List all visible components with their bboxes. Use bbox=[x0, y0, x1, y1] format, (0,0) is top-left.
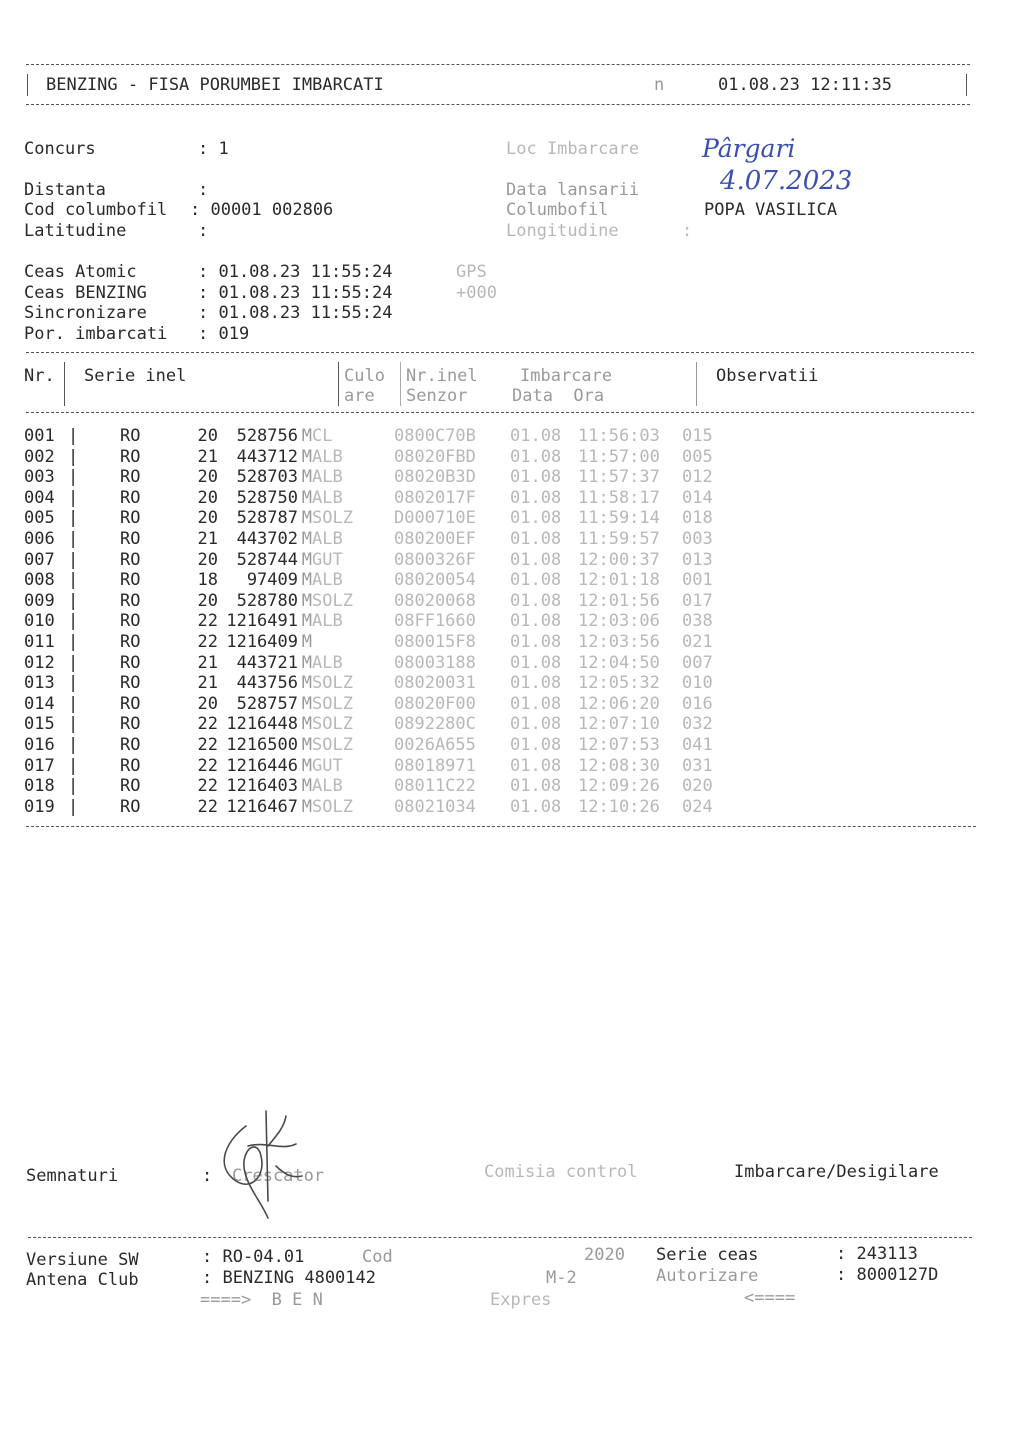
ceas-atomic-label: Ceas Atomic bbox=[24, 262, 137, 282]
th-nr-inel-1: Nr.inel bbox=[406, 366, 478, 386]
ceas-benzing-label: Ceas BENZING bbox=[24, 283, 147, 303]
cell-nr: 001 bbox=[24, 426, 55, 446]
cell-chip: 08021034 bbox=[394, 796, 476, 817]
cod-columbofil-label: Cod columbofil bbox=[24, 200, 168, 220]
cell-sex: M bbox=[301, 467, 312, 488]
cell-sex: M bbox=[301, 652, 312, 673]
ceas-atomic-extra: GPS bbox=[456, 262, 487, 282]
th-nr-inel-2: Senzor bbox=[406, 386, 468, 406]
footer-banner-left: ====> B E N bbox=[200, 1290, 323, 1310]
cell-dt: 01.08 bbox=[510, 796, 562, 817]
cell-chip: 0800C70B bbox=[394, 426, 476, 446]
cell-dt: 01.08 bbox=[510, 611, 562, 632]
table-row bbox=[24, 611, 722, 632]
cell-yr: 22 bbox=[197, 776, 218, 797]
cell-yr: 20 bbox=[197, 508, 218, 529]
autorizare-value: : 8000127D bbox=[836, 1265, 939, 1285]
sincronizare-value: : 01.08.23 11:55:24 bbox=[198, 303, 393, 323]
cell-divider: | bbox=[68, 631, 79, 652]
cell-divider: | bbox=[68, 446, 79, 467]
cell-nr: 006 bbox=[24, 528, 55, 549]
cell-chip: 0800326F bbox=[394, 549, 476, 570]
cod-label: Cod bbox=[362, 1247, 393, 1267]
cell-ctry: RO bbox=[120, 467, 141, 488]
table-top-rule bbox=[26, 352, 974, 353]
cell-col: SOLZ bbox=[312, 714, 353, 735]
cell-sex: M bbox=[301, 776, 312, 797]
th-observatii: Observatii bbox=[716, 366, 819, 386]
cell-ring: 443702 bbox=[236, 528, 298, 549]
cell-divider: | bbox=[68, 755, 79, 776]
cell-ctry: RO bbox=[120, 590, 141, 611]
cell-ring: 1216500 bbox=[226, 734, 298, 755]
columbofil-label: Columbofil bbox=[506, 200, 609, 220]
cell-ring: 528750 bbox=[236, 487, 298, 508]
cell-chip: 08020054 bbox=[394, 570, 476, 591]
cell-yr: 21 bbox=[197, 528, 218, 549]
cell-dt: 01.08 bbox=[510, 528, 562, 549]
cell-obs: 041 bbox=[682, 734, 713, 755]
cell-tm: 11:57:37 bbox=[578, 467, 660, 488]
cell-sex: M bbox=[301, 734, 312, 755]
cell-tm: 12:00:37 bbox=[578, 549, 660, 570]
cell-col: CL bbox=[312, 426, 333, 446]
cell-dt: 01.08 bbox=[510, 446, 562, 467]
table-header-rule bbox=[26, 412, 974, 413]
cell-nr: 004 bbox=[24, 487, 55, 508]
cell-divider: | bbox=[68, 734, 79, 755]
cell-divider: | bbox=[68, 611, 79, 632]
cell-col: SOLZ bbox=[312, 508, 353, 529]
table-row bbox=[24, 632, 722, 653]
cell-yr: 18 bbox=[197, 570, 218, 591]
cell-divider: | bbox=[68, 776, 79, 797]
cell-yr: 21 bbox=[197, 673, 218, 694]
cell-col: ALB bbox=[312, 467, 343, 488]
table-row bbox=[24, 426, 722, 447]
cell-obs: 012 bbox=[682, 467, 713, 488]
sincronizare-label: Sincronizare bbox=[24, 303, 147, 323]
table-row bbox=[24, 653, 722, 674]
cell-obs: 024 bbox=[682, 796, 713, 817]
semnaturi-label: Semnaturi bbox=[26, 1166, 119, 1186]
cell-divider: | bbox=[68, 714, 79, 735]
cell-obs: 020 bbox=[682, 776, 713, 797]
table-row bbox=[24, 508, 722, 529]
versiune-label: Versiune SW bbox=[26, 1250, 139, 1270]
cell-sex: M bbox=[301, 426, 312, 446]
cell-tm: 11:56:03 bbox=[578, 426, 660, 446]
cell-dt: 01.08 bbox=[510, 487, 562, 508]
cell-col: SOLZ bbox=[312, 734, 353, 755]
cell-col: SOLZ bbox=[312, 673, 353, 694]
cell-chip: D000710E bbox=[394, 508, 476, 529]
th-nr: Nr. bbox=[24, 366, 55, 386]
table-row bbox=[24, 694, 722, 715]
cell-dt: 01.08 bbox=[510, 776, 562, 797]
footer-banner-mid: Expres bbox=[490, 1290, 552, 1310]
cell-tm: 11:59:57 bbox=[578, 528, 660, 549]
table-row bbox=[24, 714, 722, 735]
cell-dt: 01.08 bbox=[510, 693, 562, 714]
th-culoare-2: are bbox=[344, 386, 375, 406]
cell-chip: 08020B3D bbox=[394, 467, 476, 488]
cell-ctry: RO bbox=[120, 549, 141, 570]
cell-col bbox=[312, 632, 394, 653]
table-row bbox=[24, 797, 722, 818]
th-imbarcare-2: Data Ora bbox=[512, 386, 605, 406]
cell-divider: | bbox=[68, 652, 79, 673]
cell-chip: 080200EF bbox=[394, 528, 476, 549]
header-printed-datetime: 01.08.23 12:11:35 bbox=[718, 75, 892, 95]
cell-chip: 08018971 bbox=[394, 755, 476, 776]
cell-sex: M bbox=[301, 549, 312, 570]
table-vbar-imbarcare bbox=[696, 362, 697, 406]
cell-yr: 20 bbox=[197, 467, 218, 488]
cell-dt: 01.08 bbox=[510, 590, 562, 611]
cell-nr: 012 bbox=[24, 652, 55, 673]
cell-chip: 080015F8 bbox=[394, 631, 476, 652]
cell-col: GUT bbox=[312, 549, 343, 570]
cell-dt: 01.08 bbox=[510, 570, 562, 591]
boarding-table bbox=[24, 426, 722, 817]
cell-yr: 22 bbox=[197, 714, 218, 735]
cell-chip: 08FF1660 bbox=[394, 611, 476, 632]
table-row bbox=[24, 735, 722, 756]
serie-ceas-value: : 243113 bbox=[836, 1244, 918, 1264]
cell-col: ALB bbox=[312, 446, 343, 467]
cell-tm: 12:04:50 bbox=[578, 652, 660, 673]
cell-ctry: RO bbox=[120, 631, 141, 652]
cell-yr: 22 bbox=[197, 796, 218, 817]
cell-ctry: RO bbox=[120, 528, 141, 549]
header-printed-label: n bbox=[654, 75, 665, 95]
cell-ctry: RO bbox=[120, 714, 141, 735]
cell-col: SOLZ bbox=[312, 796, 353, 817]
cell-ring: 443721 bbox=[236, 652, 298, 673]
antena-extra: M-2 bbox=[546, 1268, 577, 1288]
cell-ring: 1216448 bbox=[226, 714, 298, 735]
cell-yr: 20 bbox=[197, 549, 218, 570]
cell-dt: 01.08 bbox=[510, 426, 562, 446]
distanta-label: Distanta bbox=[24, 180, 106, 200]
table-vbar-serie bbox=[338, 362, 339, 406]
cell-tm: 12:07:53 bbox=[578, 734, 660, 755]
cell-dt: 01.08 bbox=[510, 673, 562, 694]
cell-ring: 528756 bbox=[236, 426, 298, 446]
cell-tm: 12:01:56 bbox=[578, 590, 660, 611]
cell-divider: | bbox=[68, 693, 79, 714]
cell-col: GUT bbox=[312, 755, 343, 776]
cell-ctry: RO bbox=[120, 652, 141, 673]
cell-ring: 1216409 bbox=[226, 631, 298, 652]
cell-yr: 20 bbox=[197, 487, 218, 508]
cell-obs: 031 bbox=[682, 755, 713, 776]
cell-nr: 005 bbox=[24, 508, 55, 529]
cell-chip: 0892280C bbox=[394, 714, 476, 735]
cell-obs: 016 bbox=[682, 693, 713, 714]
signature-scribble bbox=[206, 1106, 316, 1226]
cell-ctry: RO bbox=[120, 611, 141, 632]
header-title: BENZING - FISA PORUMBEI IMBARCATI bbox=[46, 75, 384, 95]
cell-divider: | bbox=[68, 467, 79, 488]
cell-nr: 018 bbox=[24, 776, 55, 797]
cell-divider: | bbox=[68, 426, 79, 446]
cell-dt: 01.08 bbox=[510, 631, 562, 652]
cell-ring: 528703 bbox=[236, 467, 298, 488]
cell-ctry: RO bbox=[120, 426, 141, 446]
cell-divider: | bbox=[68, 673, 79, 694]
columbofil-value: POPA VASILICA bbox=[704, 200, 838, 220]
cell-ctry: RO bbox=[120, 796, 141, 817]
cell-obs: 018 bbox=[682, 508, 713, 529]
cell-sex: M bbox=[301, 755, 312, 776]
table-row bbox=[24, 570, 722, 591]
table-vbar-nr bbox=[64, 362, 65, 406]
cell-divider: | bbox=[68, 549, 79, 570]
cell-nr: 011 bbox=[24, 631, 55, 652]
cell-chip: 0026A655 bbox=[394, 734, 476, 755]
cell-chip: 08003188 bbox=[394, 652, 476, 673]
autorizare-label: Autorizare bbox=[656, 1266, 759, 1286]
cell-sex: M bbox=[301, 631, 312, 652]
cell-tm: 12:03:56 bbox=[578, 631, 660, 652]
cell-tm: 12:07:10 bbox=[578, 714, 660, 735]
cell-sex: M bbox=[301, 693, 312, 714]
cell-obs: 005 bbox=[682, 446, 713, 467]
data-lansarii-label: Data lansarii bbox=[506, 180, 640, 200]
cell-tm: 11:58:17 bbox=[578, 487, 660, 508]
cell-chip: 08020F00 bbox=[394, 693, 476, 714]
cell-sex: M bbox=[301, 714, 312, 735]
crescator-label: Crescator bbox=[232, 1166, 325, 1186]
cell-ring: 1216446 bbox=[226, 755, 298, 776]
imbarcare-desigilare-label: Imbarcare/Desigilare bbox=[734, 1162, 939, 1182]
table-row bbox=[24, 447, 722, 468]
por-imbarcati-label: Por. imbarcati bbox=[24, 324, 168, 344]
cell-yr: 22 bbox=[197, 611, 218, 632]
table-bottom-rule bbox=[26, 826, 976, 827]
cell-col: ALB bbox=[312, 776, 343, 797]
cell-ctry: RO bbox=[120, 446, 141, 467]
cell-nr: 002 bbox=[24, 446, 55, 467]
cell-obs: 032 bbox=[682, 714, 713, 735]
cell-obs: 001 bbox=[682, 570, 713, 591]
cell-nr: 015 bbox=[24, 714, 55, 735]
cell-divider: | bbox=[68, 590, 79, 611]
cell-divider: | bbox=[68, 570, 79, 591]
cell-yr: 22 bbox=[197, 631, 218, 652]
cod-value: 2020 bbox=[584, 1245, 625, 1265]
cell-ctry: RO bbox=[120, 570, 141, 591]
cell-ring: 528787 bbox=[236, 508, 298, 529]
concurs-label: Concurs bbox=[24, 139, 96, 159]
cell-yr: 20 bbox=[197, 590, 218, 611]
cell-col: ALB bbox=[312, 570, 343, 591]
cell-ring: 528744 bbox=[236, 549, 298, 570]
cell-obs: 038 bbox=[682, 611, 713, 632]
cell-nr: 003 bbox=[24, 467, 55, 488]
cell-nr: 008 bbox=[24, 570, 55, 591]
cell-col: ALB bbox=[312, 528, 343, 549]
serie-ceas-label: Serie ceas bbox=[656, 1245, 759, 1265]
cell-divider: | bbox=[68, 508, 79, 529]
cell-chip: 08020068 bbox=[394, 590, 476, 611]
cell-dt: 01.08 bbox=[510, 652, 562, 673]
cell-sex: M bbox=[301, 570, 312, 591]
handwritten-date: 4.07.2023 bbox=[720, 166, 853, 196]
cell-ctry: RO bbox=[120, 508, 141, 529]
semnaturi-colon: : bbox=[202, 1166, 213, 1186]
cell-tm: 11:59:14 bbox=[578, 508, 660, 529]
header-bottom-rule bbox=[26, 104, 970, 105]
cell-ctry: RO bbox=[120, 755, 141, 776]
cell-yr: 21 bbox=[197, 446, 218, 467]
cell-yr: 20 bbox=[197, 426, 218, 446]
cell-obs: 021 bbox=[682, 631, 713, 652]
cell-obs: 010 bbox=[682, 673, 713, 694]
th-culoare-1: Culo bbox=[344, 366, 385, 386]
cell-tm: 12:08:30 bbox=[578, 755, 660, 776]
cell-sex: M bbox=[301, 796, 312, 817]
cell-yr: 22 bbox=[197, 734, 218, 755]
cell-chip: 08020031 bbox=[394, 673, 476, 694]
cell-obs: 014 bbox=[682, 487, 713, 508]
header-left-bar bbox=[27, 74, 28, 96]
longitudine-label: Longitudine bbox=[506, 221, 619, 241]
table-vbar-culoare bbox=[400, 362, 401, 406]
table-row bbox=[24, 591, 722, 612]
cell-ring: 1216467 bbox=[226, 796, 298, 817]
cell-ctry: RO bbox=[120, 487, 141, 508]
cell-ring: 443712 bbox=[236, 446, 298, 467]
header-right-bar bbox=[966, 74, 967, 96]
cell-tm: 12:10:26 bbox=[578, 796, 660, 817]
longitudine-value: : bbox=[682, 221, 693, 241]
footer-top-rule bbox=[28, 1237, 972, 1238]
cell-dt: 01.08 bbox=[510, 734, 562, 755]
cell-tm: 12:05:32 bbox=[578, 673, 660, 694]
cell-dt: 01.08 bbox=[510, 755, 562, 776]
cell-ring: 528757 bbox=[236, 693, 298, 714]
cell-tm: 12:03:06 bbox=[578, 611, 660, 632]
cell-nr: 007 bbox=[24, 549, 55, 570]
handwritten-place: Pârgari bbox=[702, 134, 796, 163]
cell-nr: 017 bbox=[24, 755, 55, 776]
cell-nr: 013 bbox=[24, 673, 55, 694]
cell-yr: 20 bbox=[197, 693, 218, 714]
cell-sex: M bbox=[301, 611, 312, 632]
cell-ctry: RO bbox=[120, 693, 141, 714]
cell-ring: 1216403 bbox=[226, 776, 298, 797]
cell-dt: 01.08 bbox=[510, 467, 562, 488]
cell-chip: 08020FBD bbox=[394, 446, 476, 467]
cell-nr: 016 bbox=[24, 734, 55, 755]
cell-nr: 014 bbox=[24, 693, 55, 714]
cell-ctry: RO bbox=[120, 734, 141, 755]
cell-obs: 013 bbox=[682, 549, 713, 570]
cell-tm: 12:01:18 bbox=[578, 570, 660, 591]
footer-banner-right: <==== bbox=[744, 1288, 796, 1308]
distanta-value: : bbox=[198, 180, 209, 200]
table-row bbox=[24, 776, 722, 797]
cell-obs: 017 bbox=[682, 590, 713, 611]
cell-dt: 01.08 bbox=[510, 549, 562, 570]
cell-col: ALB bbox=[312, 652, 343, 673]
latitudine-value: : bbox=[198, 221, 209, 241]
cell-tm: 11:57:00 bbox=[578, 446, 660, 467]
cell-chip: 08011C22 bbox=[394, 776, 476, 797]
cell-divider: | bbox=[68, 487, 79, 508]
cell-obs: 015 bbox=[682, 426, 713, 446]
cell-ctry: RO bbox=[120, 673, 141, 694]
cell-chip: 0802017F bbox=[394, 487, 476, 508]
concurs-value: : 1 bbox=[198, 139, 229, 159]
cell-divider: | bbox=[68, 528, 79, 549]
cell-col: ALB bbox=[312, 487, 343, 508]
table-row bbox=[24, 756, 722, 777]
cell-divider: | bbox=[68, 796, 79, 817]
table-row bbox=[24, 673, 722, 694]
cell-sex: M bbox=[301, 446, 312, 467]
loc-label: Loc Imbarcare bbox=[506, 139, 640, 159]
table-row bbox=[24, 467, 722, 488]
cell-tm: 12:06:20 bbox=[578, 693, 660, 714]
ceas-atomic-value: : 01.08.23 11:55:24 bbox=[198, 262, 393, 282]
cell-obs: 003 bbox=[682, 528, 713, 549]
table-row bbox=[24, 529, 722, 550]
cell-sex: M bbox=[301, 487, 312, 508]
cell-sex: M bbox=[301, 508, 312, 529]
th-serie-inel: Serie inel bbox=[84, 366, 187, 386]
por-imbarcati-value: : 019 bbox=[198, 324, 250, 344]
cell-ring: 528780 bbox=[236, 590, 298, 611]
table-row bbox=[24, 550, 722, 571]
th-imbarcare-1: Imbarcare bbox=[520, 366, 613, 386]
antena-label: Antena Club bbox=[26, 1270, 139, 1290]
cell-tm: 12:09:26 bbox=[578, 776, 660, 797]
cell-yr: 21 bbox=[197, 652, 218, 673]
cell-col: SOLZ bbox=[312, 693, 353, 714]
cell-col: SOLZ bbox=[312, 590, 353, 611]
cell-sex: M bbox=[301, 590, 312, 611]
cell-sex: M bbox=[301, 673, 312, 694]
ceas-benzing-value: : 01.08.23 11:55:24 bbox=[198, 283, 393, 303]
cell-dt: 01.08 bbox=[510, 714, 562, 735]
latitudine-label: Latitudine bbox=[24, 221, 127, 241]
cell-nr: 019 bbox=[24, 796, 55, 817]
antena-value: : BENZING 4800142 bbox=[202, 1268, 376, 1288]
table-row bbox=[24, 488, 722, 509]
cell-yr: 22 bbox=[197, 755, 218, 776]
cell-obs: 007 bbox=[682, 652, 713, 673]
cell-ring: 1216491 bbox=[226, 611, 298, 632]
cell-sex: M bbox=[301, 528, 312, 549]
cell-col: ALB bbox=[312, 611, 343, 632]
cell-nr: 009 bbox=[24, 590, 55, 611]
cell-dt: 01.08 bbox=[510, 508, 562, 529]
header-top-rule bbox=[26, 64, 970, 65]
cell-nr: 010 bbox=[24, 611, 55, 632]
ceas-benzing-extra: +000 bbox=[456, 283, 497, 303]
cell-ring: 443756 bbox=[236, 673, 298, 694]
versiune-value: : RO-04.01 bbox=[202, 1247, 305, 1267]
comisia-label: Comisia control bbox=[484, 1162, 638, 1182]
cod-columbofil-value: : 00001 002806 bbox=[190, 200, 334, 220]
cell-ctry: RO bbox=[120, 776, 141, 797]
cell-ring: 97409 bbox=[246, 570, 298, 591]
